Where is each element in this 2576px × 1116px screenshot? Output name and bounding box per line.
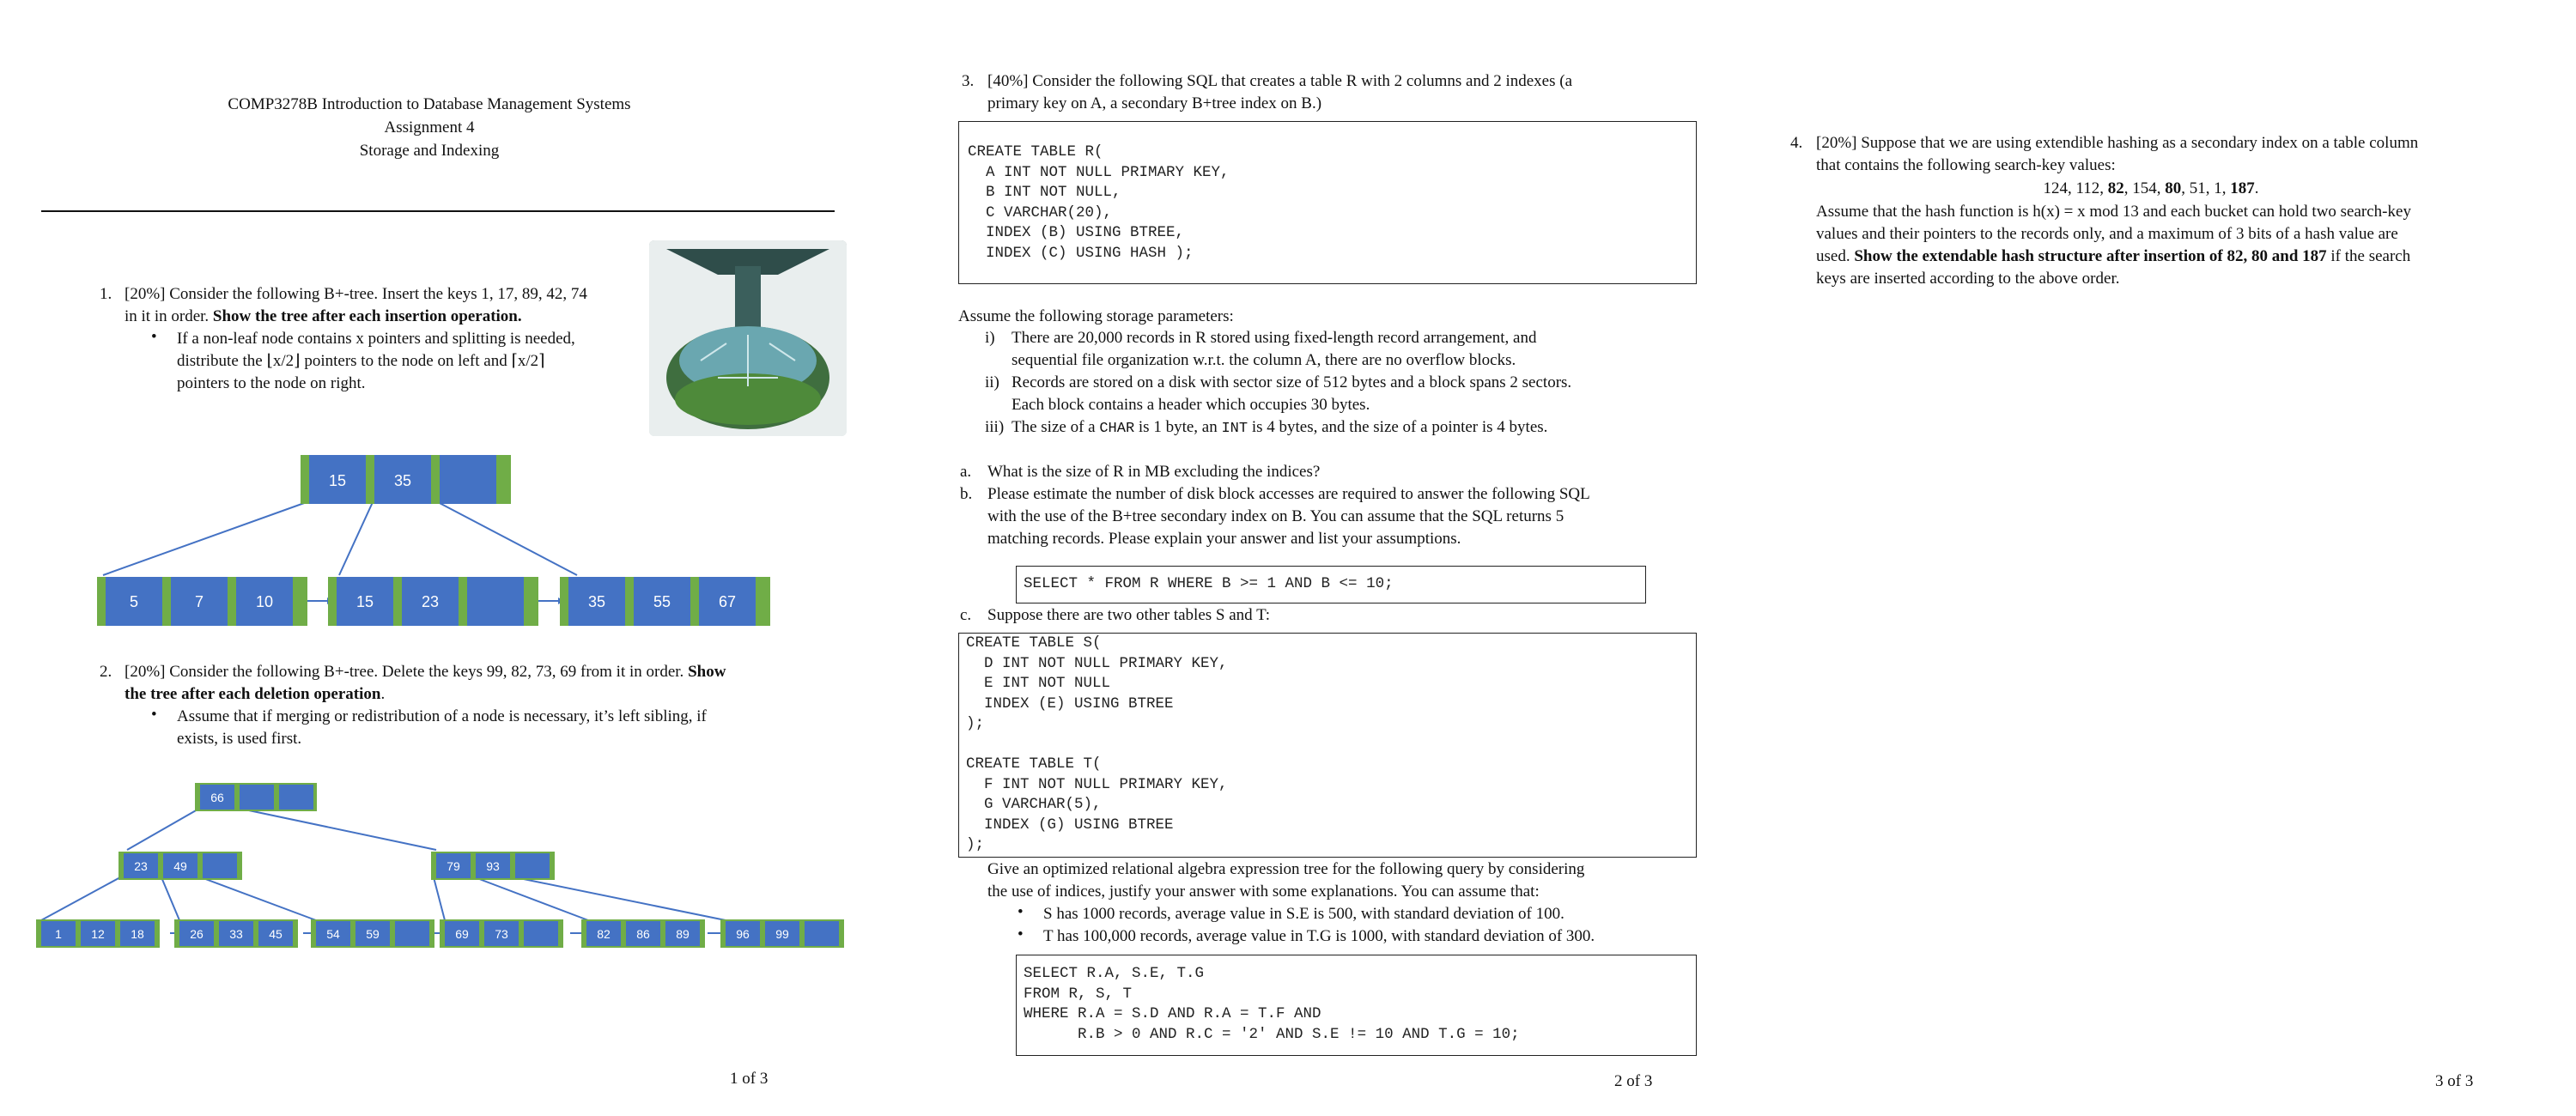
q4-number: 4. [1790,134,1803,152]
code-q-line-2: FROM R, S, T [1024,985,1133,1003]
param-ii-line2: Each block contains a header which occupies 30 bytes. [1012,396,1370,414]
q1-leaf2-key-2: 23 [421,593,440,610]
q4-line4: values and their pointers to the records only, and a maximum of 3 bits of a hash value are [1816,225,2398,243]
part-a-text: What is the size of R in MB excluding the indices? [987,463,1321,481]
part-c-line1: Give an optimized relational algebra expression tree for the following query by considering [987,860,1585,878]
code-st-line-8: F INT NOT NULL PRIMARY KEY, [966,775,1228,793]
code-b-line: SELECT * FROM R WHERE B >= 1 AND B <= 10; [1024,575,1394,592]
q2-bullet-dot: • [151,706,157,724]
param-ii-label: ii) [985,373,999,391]
q2-number: 2. [100,663,112,681]
q2-leaf4-key-1: 69 [455,927,469,941]
q3-line2: primary key on A, a secondary B+tree index on B.) [987,94,1322,112]
param-iii-label: iii) [985,418,1005,436]
q1-line1: [20%] Consider the following B+-tree. Insert the keys 1, 17, 89, 42, 74 [125,285,587,303]
part-b-label: b. [960,485,973,503]
part-b-line3: matching records. Please explain your answer and list your assumptions. [987,530,1461,548]
q1-number: 1. [100,285,112,303]
topic-title: Storage and Indexing [359,142,500,160]
q1-leaf1-key-3: 10 [255,593,274,610]
code-box-query-b [1016,566,1646,603]
q4-line5-post: if the search [2326,247,2411,265]
assume-storage: Assume the following storage parameters: [958,307,1234,325]
q2-leaf1-key-2: 12 [91,927,105,941]
q4-line2: that contains the following search-key values: [1816,156,2116,174]
part-a-label: a. [960,463,972,481]
q4-keys-part-3: , 154, [2123,179,2166,197]
q2-leaf2-key-1: 26 [190,927,204,941]
q2-leaf3-key-1: 54 [326,927,340,941]
course-title: COMP3278B Introduction to Database Management Systems [228,95,631,113]
param-iii-text-c: is 4 bytes, and the size of a pointer is 4 bytes. [1248,418,1548,436]
param-i-label: i) [985,329,995,347]
q2-leaf1-key-3: 18 [131,927,144,941]
part-c-bullet2: T has 100,000 records, average value in T.G is 1000, with standard deviation of 300. [1043,927,1595,945]
code-box-query-c [1016,955,1697,1056]
q4-line1: [20%] Suppose that we are using extendible hashing as a secondary index on a table column [1816,134,2419,152]
code-r-line-2: A INT NOT NULL PRIMARY KEY, [968,163,1230,181]
q1-line2-bold: Show the tree after each insertion operation. [212,307,522,325]
q2-line2-bold: the tree after each deletion operation [125,685,381,703]
q3-line1: [40%] Consider the following SQL that creates a table R with 2 columns and 2 indexes (a [987,72,1573,90]
q2-leaf2-key-3: 45 [269,927,283,941]
assignment-title: Assignment 4 [384,118,475,136]
param-iii-text-b: is 1 byte, an [1134,418,1222,436]
part-c-label: c. [960,606,972,624]
q4-keys-part-4: 80 [2165,179,2182,197]
q1-leaf3-key-2: 55 [653,593,671,610]
q2-root-key-1: 66 [210,791,224,804]
code-box-create-r [958,121,1697,284]
q2-leaf6-key-1: 96 [736,927,750,941]
q1-leaf3-key-3: 67 [718,593,737,610]
code-r-line-1: CREATE TABLE R( [968,143,1103,161]
code-r-line-6: INDEX (C) USING HASH ); [968,244,1194,262]
q4-search-keys [1816,178,2486,200]
code-st-line-7: CREATE TABLE T( [966,755,1102,773]
part-c-text: Suppose there are two other tables S and T: [987,606,1271,624]
param-iii-line [1012,416,1547,440]
q2-bplus-tree [0,0,859,1116]
code-st-line-1: CREATE TABLE S( [966,634,1102,652]
code-st-line-10: INDEX (G) USING BTREE [966,816,1174,834]
q2-leaf1-key-1: 1 [55,927,62,941]
q4-line5 [1816,246,2410,268]
param-i-line1: There are 20,000 records in R stored using fixed-length record arrangement, and [1012,329,1537,347]
q2-edge-root-l [127,810,197,850]
q1-leaf3-key-1: 35 [587,593,606,610]
q2-leaf2-key-2: 33 [229,927,243,941]
code-q-line-4: R.B > 0 AND R.C = '2' AND S.E != 10 AND T.G = 10; [1024,1025,1520,1043]
q1-line2-text: in it in order. [125,307,213,325]
q2-bullet-line1: Assume that if merging or redistribution of a node is necessary, it’s left sibling, if [177,707,707,725]
param-iii-char: CHAR [1099,421,1135,437]
q1-leaf2-key-1: 15 [355,593,374,610]
param-iii-text-a: The size of a [1012,418,1100,436]
q2-leaf3-key-2: 59 [366,927,380,941]
code-r-line-4: C VARCHAR(20), [968,203,1113,221]
page-3-number: 3 of 3 [2435,1072,2474,1090]
q2-bullet-line2: exists, is used first. [177,730,302,748]
q2-line2-text: . [380,685,386,703]
q2-edge-root-r [245,810,436,850]
page-2-number: 2 of 3 [1614,1072,1653,1090]
code-st-line-3: E INT NOT NULL [966,675,1111,692]
param-i-line2: sequential file organization w.r.t. the column A, there are no overflow blocks. [1012,351,1516,369]
q4-line6: keys are inserted according to the above order. [1816,270,2120,288]
q1-leaf1-key-2: 7 [194,593,204,610]
code-st-line-5: ); [966,715,985,732]
param-ii-line1: Records are stored on a disk with sector size of 512 bytes and a block spans 2 sectors. [1012,373,1572,391]
part-c-bullet2-dot: • [1018,925,1024,943]
part-c-bullet1-dot: • [1018,903,1024,921]
code-r-line-5: INDEX (B) USING BTREE, [968,224,1185,241]
q4-keys-part-5: , 51, 1, [2181,179,2231,197]
q1-root-key-2: 35 [393,472,412,489]
q1-leaf1-key-1: 5 [129,593,139,610]
q2-leaf5-key-3: 89 [676,927,690,941]
q2-int1-key-1: 23 [134,859,148,873]
q2-leaf5-key-1: 82 [597,927,611,941]
code-st-line-11: ); [966,836,985,853]
q2-leaf6-key-2: 99 [775,927,789,941]
q4-keys-part-6: 187 [2230,179,2255,197]
part-b-line2: with the use of the B+tree secondary index on B. You can assume that the SQL returns 5 [987,507,1564,525]
q1-bullet-dot: • [151,328,157,346]
q3-number: 3. [962,72,975,90]
q2-int2-key-2: 93 [486,859,500,873]
q4-line3: Assume that the hash function is h(x) = x mod 13 and each bucket can hold two search-key [1816,203,2411,221]
part-b-line1: Please estimate the number of disk block accesses are required to answer the following SQL [987,485,1590,503]
q1-bullet-line2: distribute the ⌊x/2⌋ pointers to the node on left and ⌈x/2⌉ [177,352,545,370]
code-q-line-3: WHERE R.A = S.D AND R.A = T.F AND [1024,1005,1321,1022]
q1-bullet-line3: pointers to the node on right. [177,374,366,392]
q2-line1-text: [20%] Consider the following B+-tree. Delete the keys 99, 82, 73, 69 from it in order. [125,663,689,681]
q4-keys-part-7: . [2254,179,2259,197]
q4-keys-part-2: 82 [2107,179,2124,197]
part-c-bullet1: S has 1000 records, average value in S.E is 500, with standard deviation of 100. [1043,905,1564,923]
q2-leaf4-key-2: 73 [495,927,508,941]
q4-line5-text: used. [1816,247,1855,265]
q2-int2-key-1: 79 [447,859,460,873]
q2-line1-bold: Show [688,663,726,681]
part-c-line2: the use of indices, justify your answer with some explanations. You can assume that: [987,882,1540,901]
page-1-number: 1 of 3 [730,1070,769,1088]
code-r-line-3: B INT NOT NULL, [968,184,1121,201]
q2-leaf5-key-2: 86 [636,927,650,941]
code-box-create-s-t [958,633,1697,858]
q1-root-key-1: 15 [328,472,347,489]
q4-line5-bold: Show the extendable hash structure after insertion of 82, 80 and 187 [1854,247,2327,265]
code-st-line-2: D INT NOT NULL PRIMARY KEY, [966,654,1228,672]
code-st-line-9: G VARCHAR(5), [966,796,1102,813]
param-iii-int: INT [1221,421,1249,437]
code-st-line-4: INDEX (E) USING BTREE [966,694,1174,713]
q1-bullet-line1: If a non-leaf node contains x pointers and splitting is needed, [177,330,575,348]
q2-int1-key-2: 49 [173,859,187,873]
code-q-line-1: SELECT R.A, S.E, T.G [1024,965,1205,982]
q4-keys-part-1: 124, 112, [2043,179,2108,197]
